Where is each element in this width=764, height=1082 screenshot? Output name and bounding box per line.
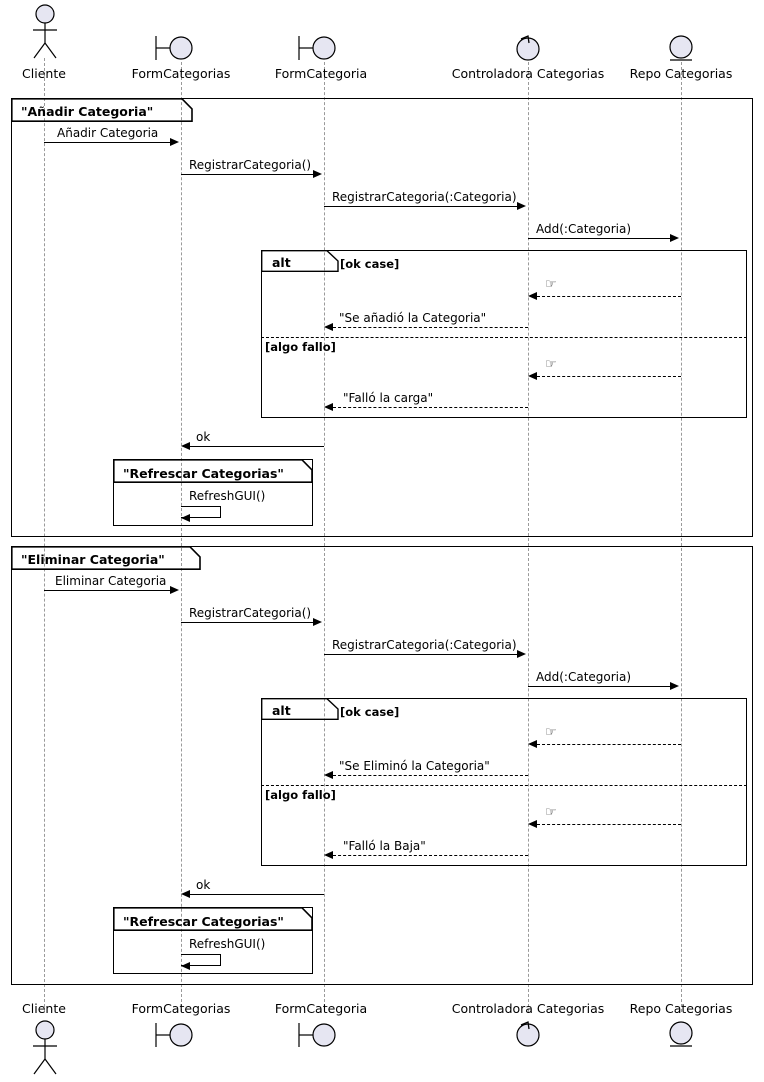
boundary-icon-formcategorias-bottom [152, 1020, 210, 1050]
alt-condition-1-ok: [ok case] [340, 257, 400, 271]
boundary-icon-formcategoria-top [295, 33, 353, 63]
message-line-m17 [537, 824, 681, 825]
message-label-m12: RegistrarCategoria() [189, 606, 312, 620]
alt-divider-1 [261, 337, 747, 338]
message-line-m7 [537, 376, 681, 377]
note-glyph-m7: ☞ [545, 357, 557, 372]
note-glyph-m15: ☞ [545, 725, 557, 740]
message-arrowhead-m7 [528, 372, 537, 380]
alt-keyword-2: alt [272, 703, 291, 718]
message-label-m14: Add(:Categoria) [536, 670, 632, 684]
message-line-m4 [528, 238, 670, 239]
frame-eliminar-label: "Eliminar Categoria" [21, 552, 165, 567]
message-line-m3 [324, 206, 517, 207]
message-label-m11: Eliminar Categoria [55, 574, 167, 588]
message-arrowhead-m14 [670, 682, 679, 690]
control-icon-controladora-top [510, 32, 546, 64]
message-line-m15 [537, 744, 681, 745]
message-line-m2 [181, 174, 313, 175]
message-arrowhead-m15 [528, 740, 537, 748]
message-line-m13 [324, 654, 517, 655]
message-line-m1 [44, 142, 170, 143]
message-line-m18 [333, 855, 528, 856]
entity-icon-repo-bottom [663, 1018, 699, 1052]
participant-label-formcategorias-top: FormCategorias [131, 66, 231, 81]
message-arrowhead-m12 [313, 618, 322, 626]
message-label-m6: "Se añadió la Categoria" [339, 311, 487, 325]
participant-label-cliente-top: Cliente [22, 66, 66, 81]
participant-label-formcategoria-top: FormCategoria [274, 66, 368, 81]
alt-frame-2 [261, 698, 747, 866]
frame-refrescar-1-label: "Refrescar Categorias" [123, 466, 284, 481]
message-arrowhead-m19 [181, 890, 190, 898]
message-line-m11 [44, 590, 170, 591]
participant-label-repo-top: Repo Categorias [629, 66, 733, 81]
alt-condition-1-fail: [algo fallo] [265, 340, 336, 354]
message-label-m18: "Falló la Baja" [343, 839, 426, 853]
message-label-m3: RegistrarCategoria(:Categoria) [332, 190, 517, 204]
message-arrowhead-m18 [324, 851, 333, 859]
actor-icon-cliente-bottom [26, 1020, 64, 1080]
message-arrowhead-m5 [528, 292, 537, 300]
message-label-m13: RegistrarCategoria(:Categoria) [332, 638, 517, 652]
boundary-icon-formcategorias-top [152, 33, 210, 63]
frame-anadir-label: "Añadir Categoria" [21, 104, 154, 119]
message-line-m5 [537, 296, 681, 297]
message-arrowhead-m17 [528, 820, 537, 828]
message-line-m8 [333, 407, 528, 408]
message-line-m16 [333, 775, 528, 776]
message-label-m1: Añadir Categoria [57, 126, 159, 140]
message-label-m20: RefreshGUI() [189, 937, 266, 951]
message-label-m8: "Falló la carga" [343, 391, 434, 405]
message-line-m19 [190, 894, 324, 895]
message-arrowhead-m20 [181, 962, 190, 970]
message-arrowhead-m13 [517, 650, 526, 658]
message-label-m2: RegistrarCategoria() [189, 158, 312, 172]
message-line-m6 [333, 327, 528, 328]
message-arrowhead-m1 [170, 138, 179, 146]
participant-label-repo-bottom: Repo Categorias [629, 1001, 733, 1016]
control-icon-controladora-bottom [510, 1018, 546, 1050]
entity-icon-repo-top [663, 32, 699, 66]
message-arrowhead-m3 [517, 202, 526, 210]
alt-frame-1 [261, 250, 747, 418]
message-line-m9 [190, 446, 324, 447]
actor-icon-cliente-top [26, 4, 64, 60]
participant-label-cliente-bottom: Cliente [22, 1001, 66, 1016]
alt-condition-2-ok: [ok case] [340, 705, 400, 719]
message-arrowhead-m11 [170, 586, 179, 594]
message-arrowhead-m4 [670, 234, 679, 242]
message-arrowhead-m6 [324, 323, 333, 331]
message-arrowhead-m16 [324, 771, 333, 779]
message-arrowhead-m9 [181, 442, 190, 450]
message-line-m14 [528, 686, 670, 687]
alt-condition-2-fail: [algo fallo] [265, 788, 336, 802]
message-label-m9: ok [196, 430, 211, 444]
participant-label-formcategorias-bottom: FormCategorias [131, 1001, 231, 1016]
message-label-m19: ok [196, 878, 211, 892]
note-glyph-m17: ☞ [545, 805, 557, 820]
alt-divider-2 [261, 785, 747, 786]
message-label-m4: Add(:Categoria) [536, 222, 632, 236]
message-arrowhead-m2 [313, 170, 322, 178]
message-label-m10: RefreshGUI() [189, 489, 266, 503]
participant-label-controladora-top: Controladora Categorias [451, 66, 605, 81]
boundary-icon-formcategoria-bottom [295, 1020, 353, 1050]
message-arrowhead-m8 [324, 403, 333, 411]
frame-refrescar-2-label: "Refrescar Categorias" [123, 914, 284, 929]
message-line-m12 [181, 622, 313, 623]
alt-keyword-1: alt [272, 255, 291, 270]
participant-label-controladora-bottom: Controladora Categorias [451, 1001, 605, 1016]
note-glyph-m5: ☞ [545, 277, 557, 292]
message-arrowhead-m10 [181, 514, 190, 522]
message-label-m16: "Se Eliminó la Categoria" [339, 759, 490, 773]
participant-label-formcategoria-bottom: FormCategoria [274, 1001, 368, 1016]
